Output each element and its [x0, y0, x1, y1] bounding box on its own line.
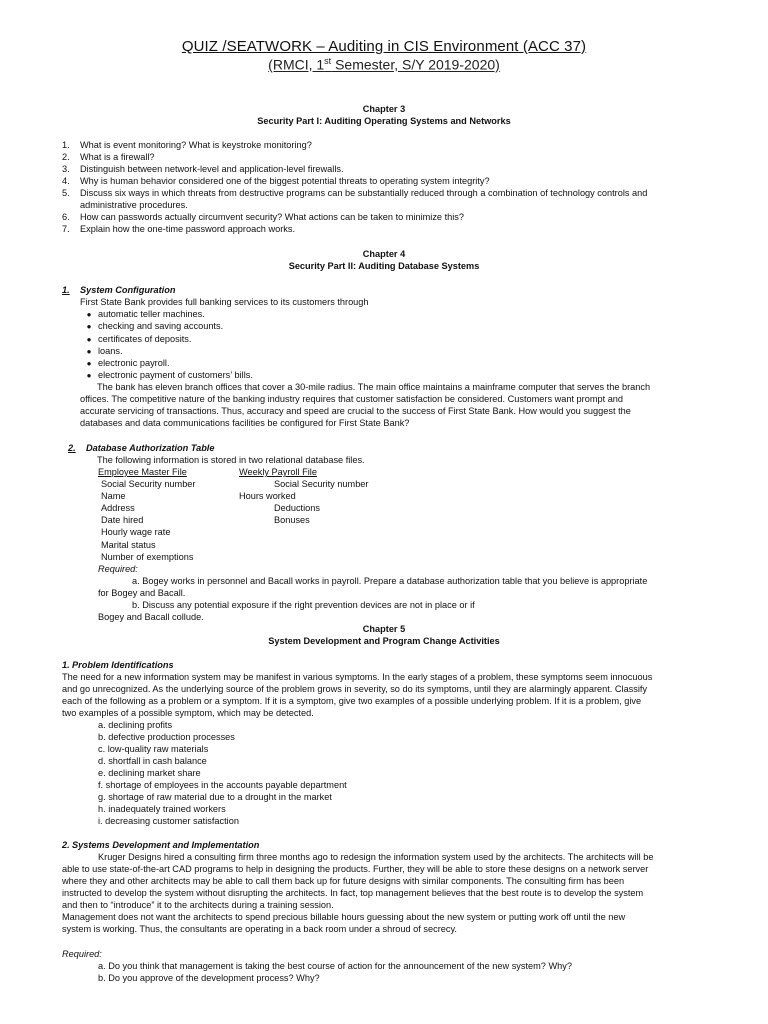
chapter-5-heading: System Development and Program Change Activities [268, 636, 500, 646]
table-cell: Deductions [274, 503, 320, 513]
requirement-line: Bogey and Bacall collude. [98, 612, 204, 622]
paragraph-line: Kruger Designs hired a consulting firm three months ago to redesign the information system used by the architects. The architects will be [98, 852, 654, 862]
requirement-line: b. Discuss any potential exposure if the right prevention devices are not in place or if [132, 600, 475, 610]
table-cell: Name [101, 491, 126, 501]
list-item: e. declining market share [98, 768, 201, 778]
table-cell: Social Security number [101, 479, 196, 489]
bullet-icon: ● [86, 347, 92, 356]
table-cell: Marital status [101, 540, 156, 550]
paragraph-line: accurate servicing of transactions. Thus, accuracy and speed are crucial to the success of First State Bank. How would you suggest the [80, 406, 631, 416]
bullet-icon: ● [86, 371, 92, 380]
question-number: 1. [62, 140, 70, 150]
list-item: a. declining profits [98, 720, 173, 730]
question-number: 6. [62, 212, 70, 222]
question-number: 2. [62, 152, 70, 162]
bullet-text: checking and saving accounts. [98, 321, 224, 331]
question-number: 2. [62, 840, 70, 850]
requirement-line: a. Bogey works in personnel and Bacall works in payroll. Prepare a database authorization table that you believe is appropriate [132, 576, 648, 586]
question-number: 7. [62, 224, 70, 234]
requirement-line: b. Do you approve of the development process? Why? [98, 973, 320, 983]
bullet-text: loans. [98, 346, 123, 356]
paragraph-line: each of the following as a problem or a symptom. If it is a symptom, give two examples of a possible underlying problem. If it is a problem, give [62, 696, 642, 706]
question-text: Why is human behavior considered one of the biggest potential threats to operating system integrity? [80, 176, 490, 186]
list-item: c. low-quality raw materials [98, 744, 209, 754]
paragraph-line: able to use state-of-the-art CAD programs to help in designing the products. Further, they will be able to store these designs on a network server [62, 864, 649, 874]
bullet-icon: ● [86, 359, 92, 368]
paragraph-line: offices. The competitive nature of the banking industry requires that customer satisfaction be considered. Customers want prompt and [80, 394, 624, 404]
table-cell: Hours worked [239, 491, 296, 501]
list-item: h. inadequately trained workers [98, 804, 226, 814]
question-number: 2. [68, 443, 76, 453]
question-item [62, 163, 344, 175]
question-title: Problem Identifications [72, 660, 174, 670]
question-item [62, 211, 464, 223]
paragraph-line: where they and other architects may be able to call them back up for future designs with similar components. The consulting firm has been [62, 876, 625, 886]
question-item [62, 151, 155, 163]
bullet-icon: ● [86, 310, 92, 319]
paragraph-line: and go unrecognized. As the underlying source of the problem grows in severity, so do its symptoms, until they are alarmingly apparent. Classify [62, 684, 648, 694]
list-item: f. shortage of employees in the accounts payable department [98, 780, 347, 790]
question-title: Database Authorization Table [86, 443, 215, 453]
table-cell: Social Security number [274, 479, 369, 489]
paragraph-line: instructed to develop the system without disrupting the architects. In fact, top management believes that the best route is to develop the system [62, 888, 644, 898]
ch5-question-2-title [62, 839, 259, 851]
weekly-payroll-file-header: Weekly Payroll File [239, 467, 317, 477]
question-text: Explain how the one-time password approach works. [80, 224, 295, 234]
chapter-5-label: Chapter 5 [362, 624, 406, 634]
list-item: b. defective production processes [98, 732, 235, 742]
question-text: How can passwords actually circumvent security? What actions can be taken to minimize this? [80, 212, 464, 222]
question-number: 4. [62, 176, 70, 186]
employee-master-file-header: Employee Master File [98, 467, 187, 477]
list-item: i. decreasing customer satisfaction [98, 816, 239, 826]
question-number: 1. [62, 660, 70, 670]
paragraph-line: and then to “introduce” it to the architects during a training session. [62, 900, 334, 910]
question-text: What is a firewall? [80, 152, 155, 162]
subtitle-pre: (RMCI, 1 [268, 56, 325, 73]
table-cell: Date hired [101, 515, 144, 525]
ch4-question-2-intro: The following information is stored in two relational database files. [97, 455, 365, 465]
question-title: Systems Development and Implementation [72, 840, 260, 850]
table-cell: Bonuses [274, 515, 310, 525]
table-cell: Number of exemptions [101, 552, 194, 562]
chapter-3-heading: Security Part I: Auditing Operating Systems and Networks [257, 116, 511, 126]
paragraph-line: two examples of a possible symptom, which may be detected. [62, 708, 314, 718]
paragraph-line: The need for a new information system may be manifest in various symptoms. In the early stages of a problem, these symptoms seem innocuous [62, 672, 653, 682]
requirement-line: a. Do you think that management is taking the best course of action for the announcement of the new system? Why? [98, 961, 572, 971]
question-item [62, 223, 295, 235]
question-text-continued: administrative procedures. [80, 200, 188, 210]
bullet-text: automatic teller machines. [98, 309, 205, 319]
bullet-icon: ● [86, 322, 92, 331]
question-item [62, 187, 647, 199]
chapter-4-heading: Security Part II: Auditing Database Systems [288, 261, 480, 271]
subtitle-sup: st [324, 56, 332, 66]
paragraph-line: The bank has eleven branch offices that cover a 30-mile radius. The main office maintains a mainframe computer that serves the branch [97, 382, 651, 392]
requirement-line: for Bogey and Bacall. [98, 588, 186, 598]
question-number: 5. [62, 188, 70, 198]
table-cell: Address [101, 503, 135, 513]
table-cell: Hourly wage rate [101, 527, 171, 537]
bullet-text: certificates of deposits. [98, 334, 192, 344]
paragraph-line: system is working. Thus, the consultants are operating in a back room under a shroud of secrecy. [62, 924, 457, 934]
chapter-3-label: Chapter 3 [362, 104, 406, 114]
bullet-text: electronic payroll. [98, 358, 170, 368]
paragraph-line: Management does not want the architects to spend precious billable hours guessing about the new system or putting work off until the new [62, 912, 626, 922]
question-item [62, 139, 312, 151]
paragraph-line: databases and data communications facilities be configured for First State Bank? [80, 418, 410, 428]
question-number: 1. [62, 285, 70, 295]
question-title: System Configuration [80, 285, 176, 295]
subtitle-post: Semester, S/Y 2019-2020) [331, 56, 500, 73]
document-title: QUIZ /SEATWORK – Auditing in CIS Environment (ACC 37) [181, 38, 587, 55]
question-item [62, 175, 490, 187]
required-label: Required: [62, 949, 102, 959]
question-text: What is event monitoring? What is keystroke monitoring? [80, 140, 312, 150]
bullet-item [80, 320, 223, 333]
ch4-question-1-intro: First State Bank provides full banking services to its customers through [80, 297, 369, 307]
ch4-question-1-title [62, 284, 175, 296]
list-item: g. shortage of raw material due to a drought in the market [98, 792, 332, 802]
question-text: Distinguish between network-level and application-level firewalls. [80, 164, 344, 174]
ch5-question-1-title [62, 659, 174, 671]
ch4-question-2-title [68, 442, 214, 454]
bullet-icon: ● [86, 335, 92, 344]
document-subtitle [0, 56, 768, 73]
list-item: d. shortfall in cash balance [98, 756, 207, 766]
question-text: Discuss six ways in which threats from destructive programs can be substantially reduced through a combination of technology controls and [80, 188, 648, 198]
question-number: 3. [62, 164, 70, 174]
required-label: Required: [98, 564, 138, 574]
bullet-text: electronic payment of customers’ bills. [98, 370, 253, 380]
chapter-4-label: Chapter 4 [362, 249, 406, 259]
